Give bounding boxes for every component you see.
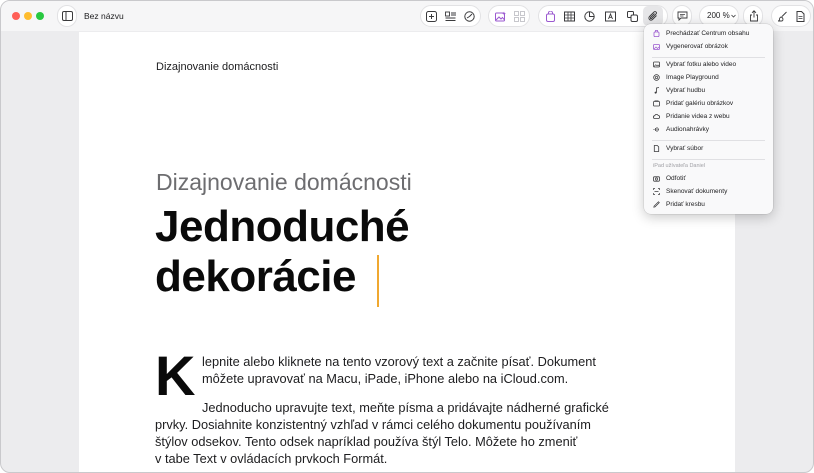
- fullscreen-window-button[interactable]: [36, 12, 44, 20]
- camera-icon: [653, 175, 660, 182]
- music-note-icon: [653, 87, 660, 94]
- scan-icon: [653, 188, 660, 195]
- drop-cap: K: [155, 344, 196, 407]
- paperclip-icon: [648, 11, 659, 22]
- table-button[interactable]: [559, 6, 579, 26]
- table-icon: [564, 11, 575, 22]
- paintbrush-icon: [777, 11, 788, 22]
- menu-item-label: Pridanie videa z webu: [666, 113, 730, 120]
- text-box-icon: [605, 11, 616, 22]
- menu-item-generate-image[interactable]: [644, 41, 773, 53]
- menu-item-gallery[interactable]: [644, 98, 773, 110]
- playground-icon: [653, 74, 660, 81]
- menu-separator: [652, 140, 765, 141]
- page-header-text[interactable]: Dizajnovanie domácnosti: [156, 61, 279, 73]
- menu-item-choose-file[interactable]: [644, 143, 773, 155]
- sidebar-toggle-button[interactable]: [57, 5, 77, 27]
- menu-item-music[interactable]: [644, 85, 773, 97]
- headline-line: dekorácie: [155, 252, 356, 301]
- menu-item-label: Vybrať fotku alebo video: [666, 61, 737, 68]
- zoom-value: 200 %: [707, 11, 730, 20]
- menu-separator: [652, 57, 765, 58]
- chevron-down-icon: [731, 14, 736, 18]
- body-line[interactable]: lepnite alebo kliknete na tento vzorový text a začnite písať. Dokument: [202, 354, 596, 369]
- document-icon: [795, 11, 806, 22]
- shapes-icon: [627, 11, 638, 22]
- body-line: Jednoducho upravujte text, meňte písma a pridávajte nádherné grafické: [202, 400, 609, 415]
- waveform-icon: [653, 126, 660, 133]
- media-menu: [644, 24, 773, 214]
- menu-item-label: Vybrať hudbu: [666, 87, 706, 94]
- menu-item-label: Image Playground: [666, 74, 719, 81]
- menu-item-label: Vybrať súbor: [666, 145, 704, 152]
- menu-item-photo-video[interactable]: [644, 59, 773, 71]
- menu-item-label: Pridať galériu obrázkov: [666, 100, 734, 107]
- text-cursor: [377, 255, 379, 307]
- body-line: v tabe Text v ovládacích prvkoch Formát.: [155, 451, 388, 466]
- body-line[interactable]: môžete upravovať na Macu, iPade, iPhone alebo na iCloud.com.: [202, 371, 569, 386]
- document-button[interactable]: [790, 6, 810, 26]
- body-line: štýlov odsekov. Tento odsek napríklad používa štýl Telo. Môžete ho zmeniť: [155, 434, 578, 449]
- image-sparkle-icon: [495, 11, 506, 22]
- pie-chart-icon: [584, 11, 595, 22]
- minimize-window-button[interactable]: [24, 12, 32, 20]
- text-box-button[interactable]: [600, 6, 620, 26]
- photo-icon: [653, 61, 660, 68]
- document-title: Bez názvu: [84, 11, 124, 21]
- menu-separator: [652, 159, 765, 160]
- menu-item-audio[interactable]: [644, 124, 773, 136]
- menu-item-label: Audionahrávky: [666, 126, 709, 133]
- menu-item-label: Prechádzať Centrum obsahu: [666, 30, 750, 37]
- menu-item-label: Skenovať dokumenty: [666, 188, 728, 195]
- dial-icon: [464, 11, 475, 22]
- menu-item-label: Odfotiť: [666, 175, 686, 182]
- format-button[interactable]: [772, 6, 792, 26]
- body-line: prvky. Dosiahnite konzistentný vzhľad v rámci celého dokumentu používaním: [155, 417, 591, 432]
- menu-item-web-video[interactable]: [644, 111, 773, 123]
- comment-icon: [677, 11, 688, 21]
- menu-item-add-sketch[interactable]: [644, 199, 773, 211]
- add-page-button[interactable]: [421, 6, 441, 26]
- menu-section-header: iPad užívateľa Daniel: [653, 163, 706, 169]
- headline-text[interactable]: [155, 202, 575, 302]
- menu-item-content-hub[interactable]: [644, 28, 773, 40]
- image-grid-icon: [514, 11, 525, 22]
- headline-line: Jednoduché: [155, 202, 410, 251]
- body-paragraph[interactable]: [155, 399, 655, 467]
- shape-button[interactable]: [622, 6, 642, 26]
- plus-square-icon: [426, 11, 437, 22]
- bag-icon: [545, 11, 556, 22]
- collaboration-button[interactable]: [459, 6, 479, 26]
- cloud-video-icon: [653, 113, 660, 120]
- close-window-button[interactable]: [12, 12, 20, 20]
- subtitle-text[interactable]: Dizajnovanie domácnosti: [156, 169, 412, 195]
- document-icon: [653, 145, 660, 152]
- menu-item-label: Vygenerovať obrázok: [666, 43, 728, 50]
- bag-icon: [653, 30, 660, 37]
- image-playground-button[interactable]: [490, 6, 510, 26]
- menu-item-scan-documents[interactable]: [644, 186, 773, 198]
- document-page[interactable]: [79, 32, 735, 473]
- gallery-icon: [653, 100, 660, 107]
- image-sparkle-icon: [653, 43, 660, 50]
- sidebar-icon: [62, 11, 73, 21]
- share-icon: [749, 10, 759, 22]
- menu-item-take-photo[interactable]: [644, 173, 773, 185]
- pen-icon: [653, 201, 660, 208]
- menu-item-label: Pridať kresbu: [666, 201, 705, 208]
- chart-button[interactable]: [579, 6, 599, 26]
- image-disabled-button[interactable]: [509, 6, 529, 26]
- content-hub-button[interactable]: [540, 6, 560, 26]
- media-button[interactable]: [643, 6, 663, 26]
- toc-button[interactable]: [440, 6, 460, 26]
- menu-item-image-playground[interactable]: [644, 72, 773, 84]
- list-icon: [445, 11, 456, 22]
